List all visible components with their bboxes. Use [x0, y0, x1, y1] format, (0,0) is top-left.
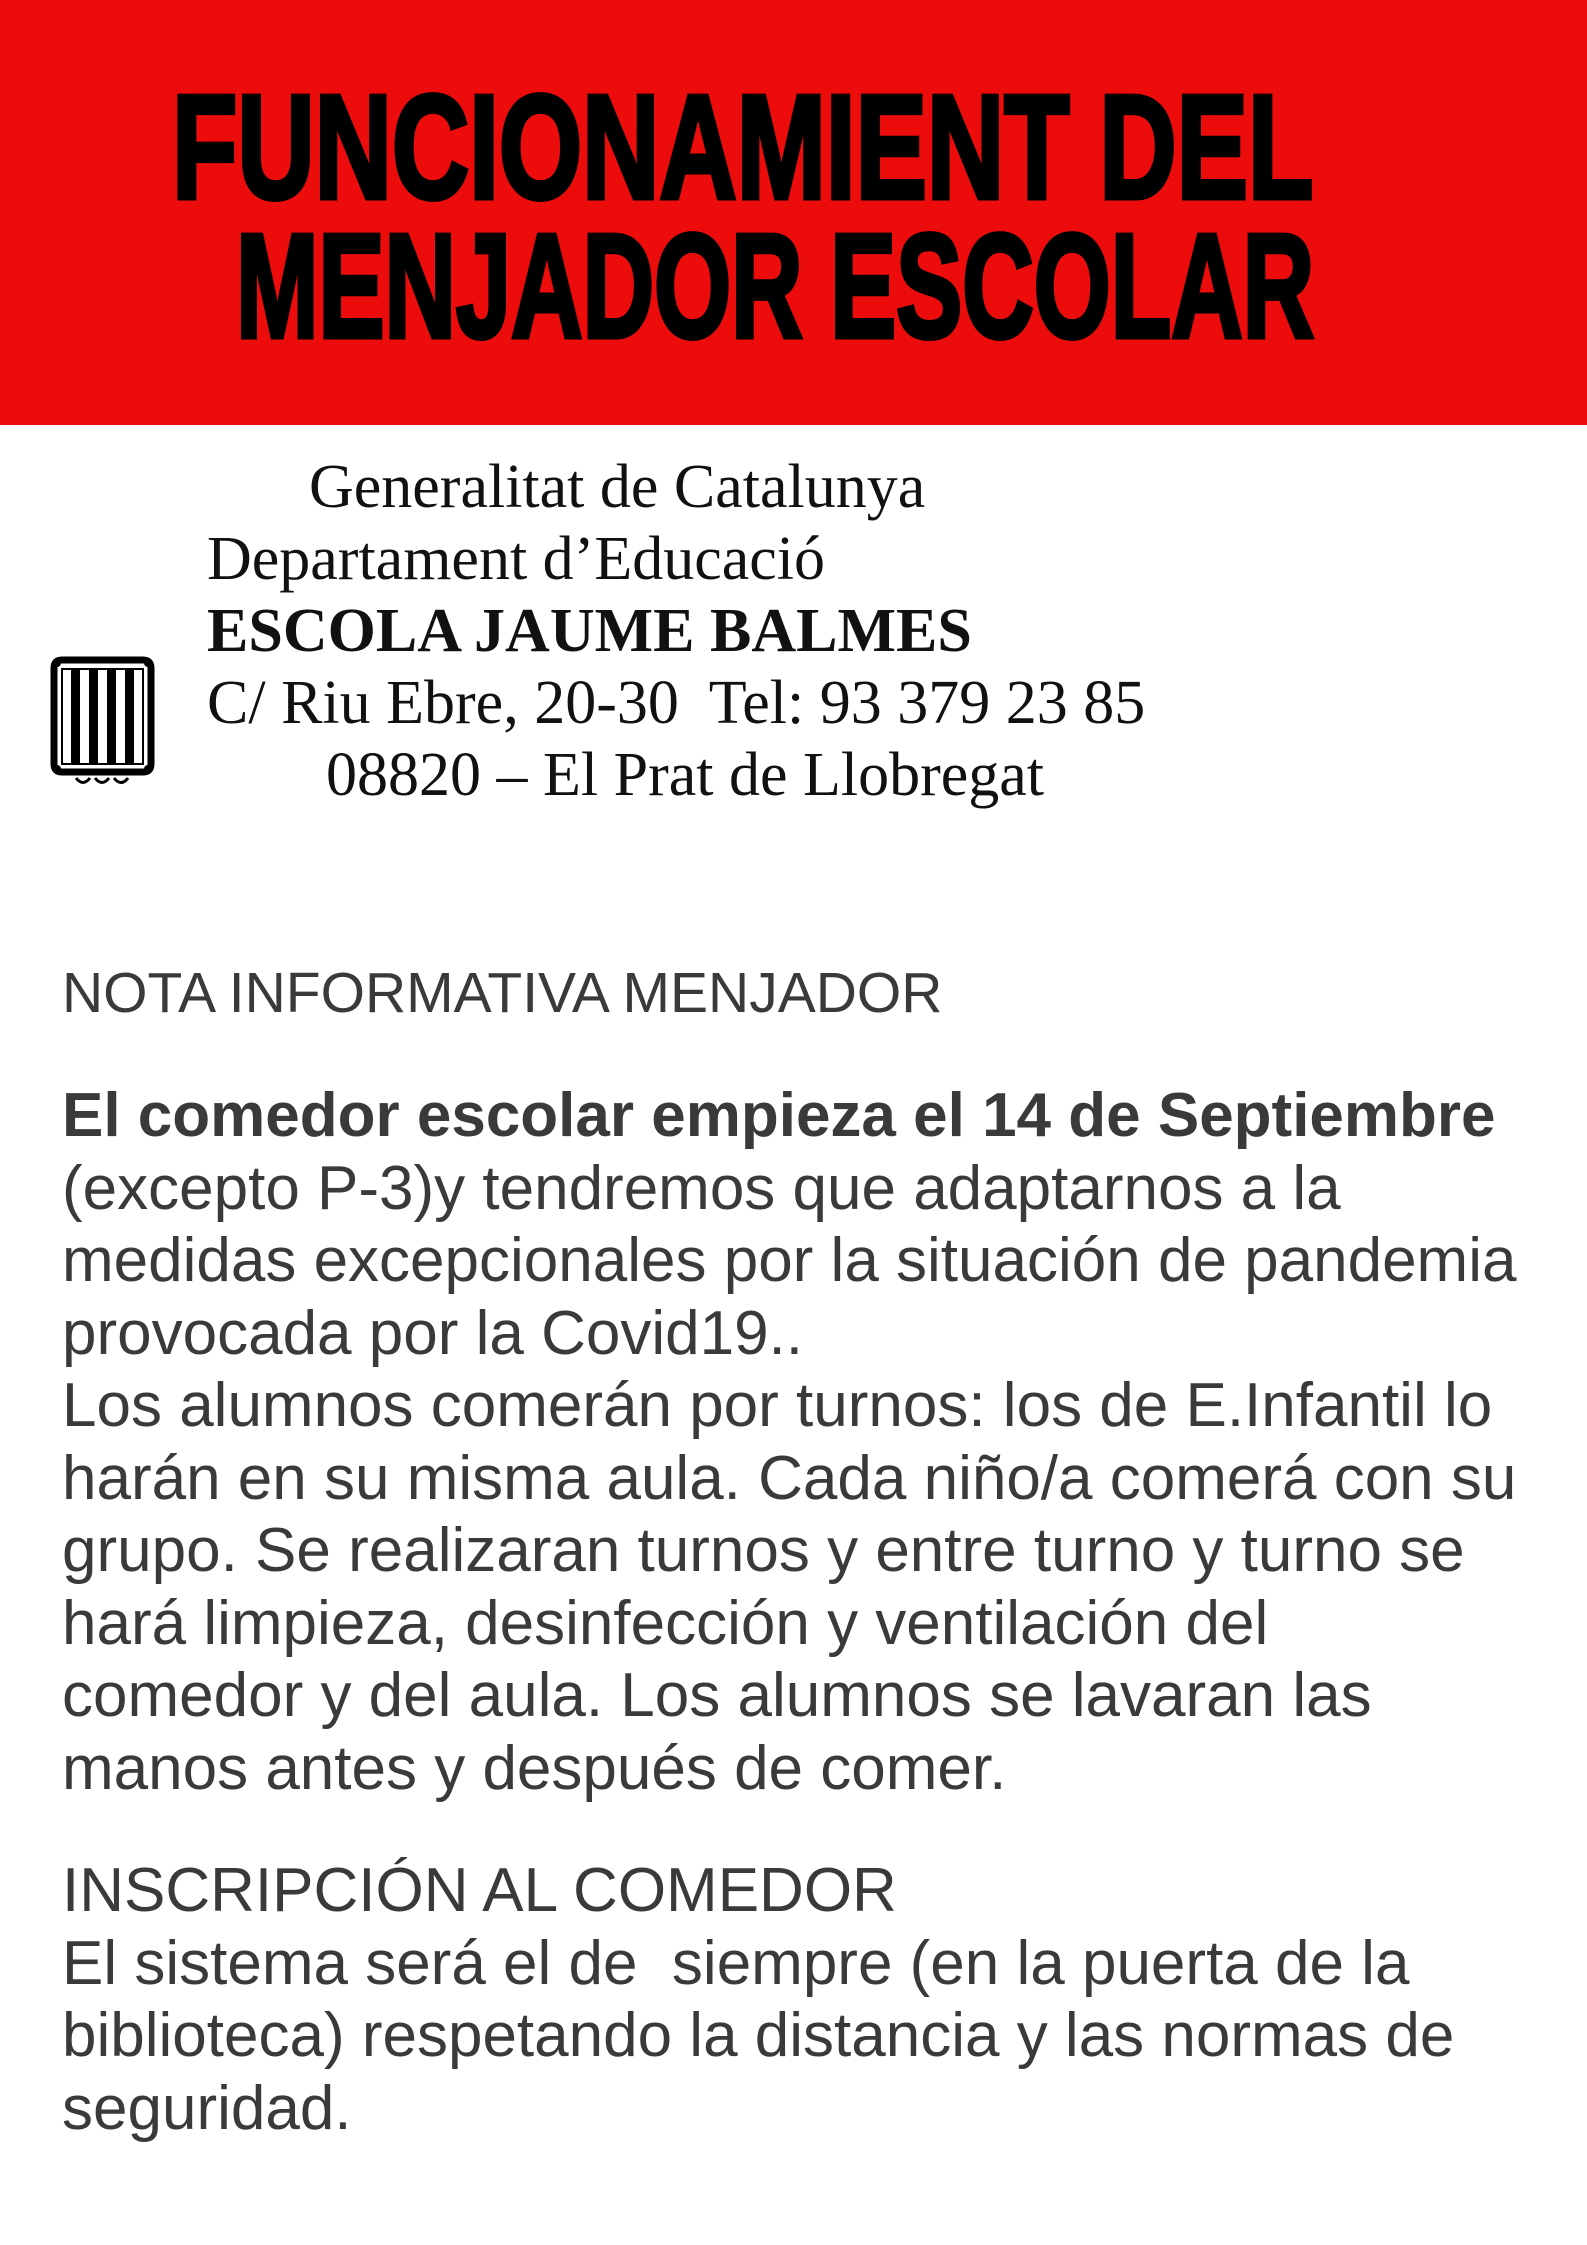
department-name: Departament d’Educació [207, 525, 825, 593]
government-name: Generalitat de Catalunya [309, 453, 926, 521]
inscripcion-heading: INSCRIPCIÓN AL COMEDOR [62, 1856, 897, 1925]
body-line: Los alumnos comerán por turnos: los de E.Infantil lo [62, 1371, 1493, 1440]
nota-informativa-heading: NOTA INFORMATIVA MENJADOR [62, 961, 943, 1025]
body-line: (excepto P-3)y tendremos que adaptarnos a la [62, 1153, 1341, 1223]
school-address-phone: C/ Riu Ebre, 20-30 Tel: 93 379 23 85 [207, 669, 1146, 737]
title-banner [0, 0, 1587, 425]
body-line: biblioteca) respetando la distancia y las normas de [62, 2001, 1455, 2070]
body-line: comedor y del aula. Los alumnos se lavaran las [62, 1661, 1372, 1730]
body-line: El sistema será el de siempre (en la puerta de la [62, 1928, 1410, 1998]
body-line: manos antes y después de comer. [62, 1733, 1007, 1803]
nota-informativa-body [62, 1080, 1516, 1805]
body-line: harán en su misma aula. Cada niño/a comerá con su [62, 1443, 1517, 1513]
school-postal-city: 08820 – El Prat de Llobregat [326, 741, 1044, 809]
body-line: medidas excepcionales por la situación de pandemia [62, 1226, 1517, 1295]
body-line: provocada por la Covid19.. [62, 1298, 804, 1368]
banner-title-line-1: FUNCIONAMIENT DEL [172, 65, 1314, 230]
lead-sentence: El comedor escolar empieza el 14 de Septiembre [62, 1081, 1496, 1150]
body-line: grupo. Se realizaran turnos y entre turno y turno se [62, 1516, 1465, 1585]
school-name: ESCOLA JAUME BALMES [207, 597, 972, 665]
body-line: hará limpieza, desinfección y ventilación del [62, 1588, 1269, 1658]
inscripcion-section [62, 1855, 1454, 2145]
generalitat-de-catalunya-logo-icon [50, 656, 155, 790]
banner-title-line-2: MENJADOR ESCOLAR [236, 204, 1315, 369]
body-line: seguridad. [62, 2073, 352, 2143]
